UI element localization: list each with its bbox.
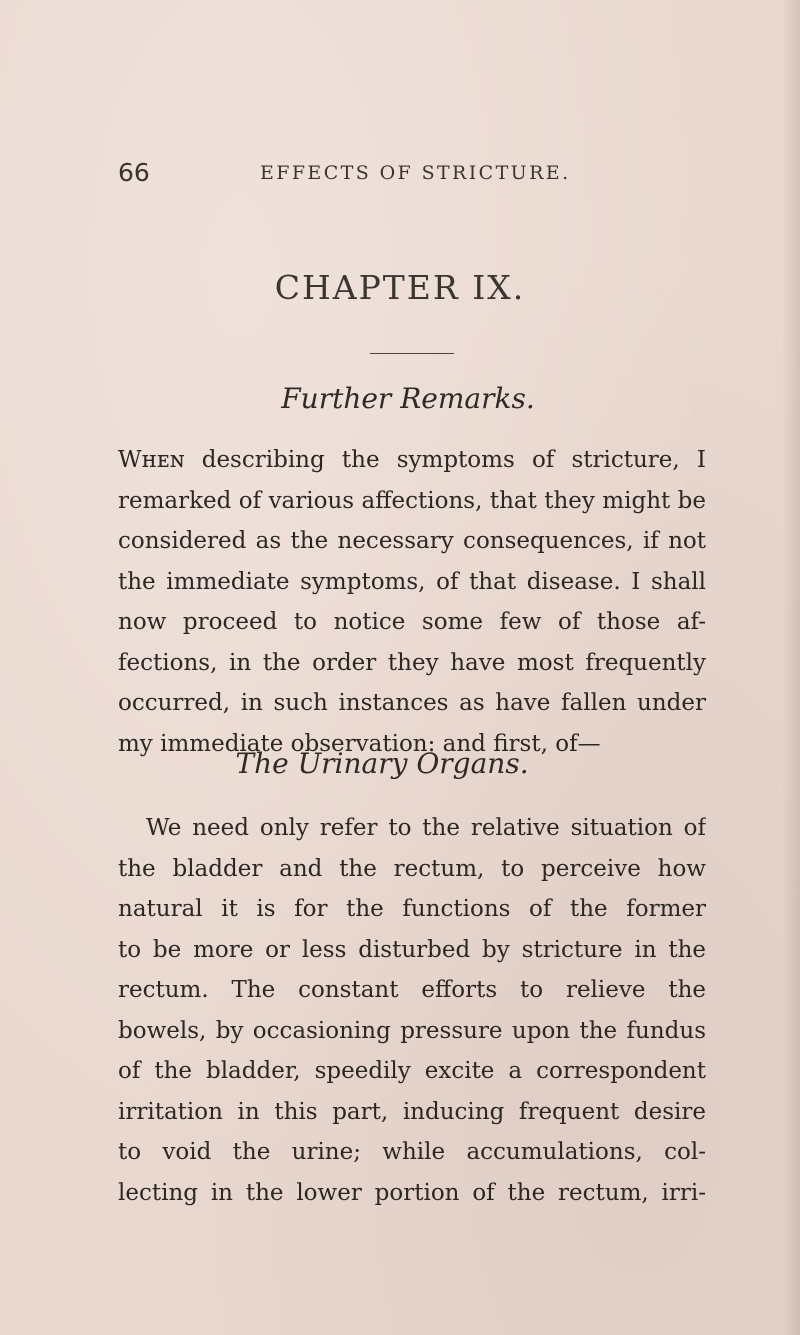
text-line: lecting in the lower portion of the rectum, irri- <box>118 1179 706 1206</box>
text-line: occurred, in such instances as have fallen under <box>118 690 706 716</box>
text-line: natural it is for the functions of the former <box>118 896 706 922</box>
text-line: We need only refer to the relative situation of <box>146 815 706 841</box>
text-line: fections, in the order they have most frequently <box>118 649 706 676</box>
section-heading-further-remarks: Further Remarks. <box>281 382 535 415</box>
running-head-title: EFFECTS OF STRICTURE. <box>260 162 571 184</box>
paragraph-further-remarks <box>118 440 706 764</box>
page-edge-shadow <box>782 0 800 1335</box>
text-line: rectum. The constant efforts to relieve the <box>118 977 706 1003</box>
text-line: to void the urine; while accumulations, col- <box>118 1139 706 1165</box>
text-line: bowels, by occasioning pressure upon the fundus <box>118 1017 706 1044</box>
text-line: the immediate symptoms, of that disease. I shall <box>118 568 706 595</box>
page-number: 66 <box>118 158 150 187</box>
text-line: now proceed to notice some few of those af- <box>118 609 706 635</box>
text-line: of the bladder, speedily excite a correspondent <box>118 1058 706 1084</box>
text-line: to be more or less disturbed by stricture in the <box>118 936 706 963</box>
chapter-title: CHAPTER IX. <box>274 268 526 307</box>
text-line: remarked of various affections, that they might be <box>118 487 706 514</box>
text-line: my immediate observation: and first, of— <box>118 730 601 757</box>
chapter-divider-rule <box>370 353 454 354</box>
text-line: considered as the necessary consequences, if not <box>118 528 706 554</box>
text-line: Wʜᴇɴ describing the symptoms of stricture, I <box>118 447 706 473</box>
text-line: the bladder and the rectum, to perceive how <box>118 855 706 882</box>
running-head <box>118 158 638 194</box>
section-heading-urinary-organs: The Urinary Organs. <box>235 747 529 780</box>
paragraph-urinary-organs <box>118 808 706 1213</box>
text-line: irritation in this part, inducing frequent desire <box>118 1098 706 1125</box>
